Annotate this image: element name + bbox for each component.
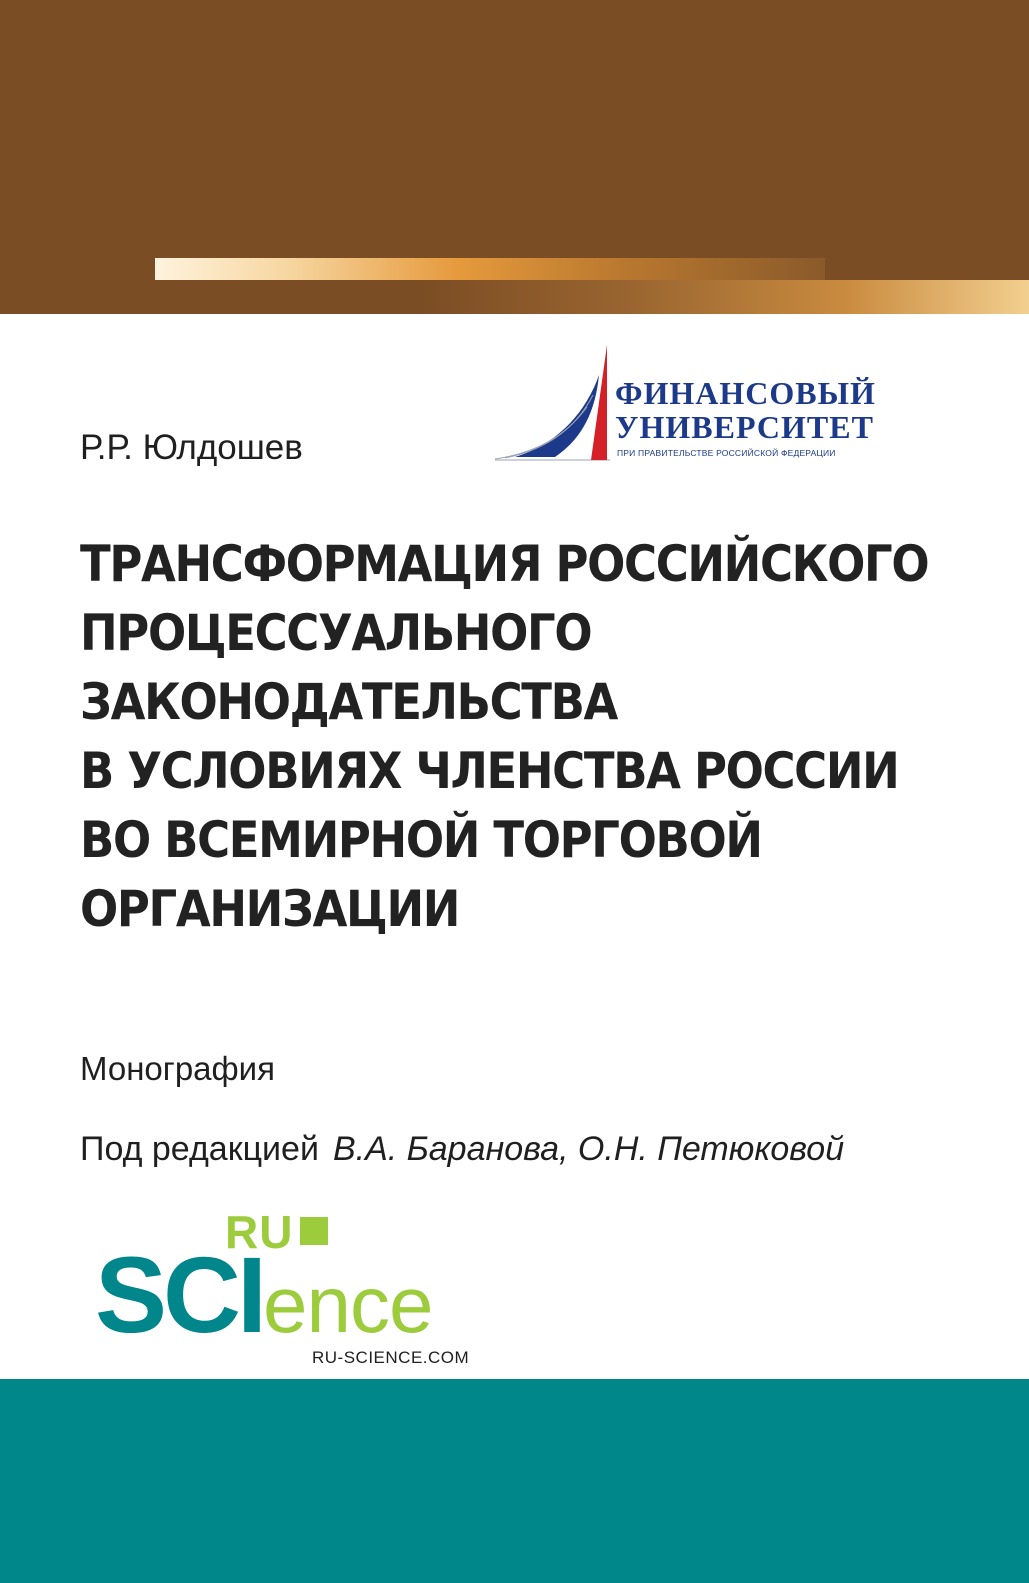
publisher-name-line2: УНИВЕРСИТЕТ [615,409,874,445]
financial-university-emblem-icon [495,345,615,465]
book-genre: Монография [80,1050,275,1087]
book-title-line: ЗАКОНОДАТЕЛЬСТВА [80,673,618,731]
publisher-subtitle: ПРИ ПРАВИТЕЛЬСТВЕ РОССИЙСКОЙ ФЕДЕРАЦИИ [617,448,836,458]
book-editors [80,1130,844,1169]
ruscience-logo-ru: RU [225,1206,294,1258]
editors-prefix: Под редакцией [80,1130,319,1168]
top-gradient-stripe [155,258,825,280]
ruscience-logo-sci: SCI [95,1234,264,1355]
book-title [80,530,929,944]
ruscience-url: RU-SCIENCE.COM [312,1348,470,1367]
ruscience-logo-ence: ence [263,1260,433,1349]
publisher-name-line1: ФИНАНСОВЫЙ [615,375,876,411]
book-title-line: ПРОЦЕССУАЛЬНОГО [80,604,592,662]
financial-university-logo [495,345,875,465]
ruscience-logo [95,1205,515,1375]
bottom-decorative-band [0,1379,1029,1583]
book-title-line: ВО ВСЕМИРНОЙ ТОРГОВОЙ [80,811,762,869]
book-title-line: ОРГАНИЗАЦИИ [80,880,460,938]
ruscience-logo-wordmark [95,1234,433,1360]
book-author: Р.Р. Юлдошев [80,428,303,467]
book-title-line: В УСЛОВИЯХ ЧЛЕНСТВА РОССИИ [80,742,899,800]
top-gradient-stripe-lower [420,280,1029,314]
book-title-line: ТРАНСФОРМАЦИЯ РОССИЙСКОГО [80,535,929,593]
editors-names: В.А. Баранова, О.Н. Петюковой [332,1130,845,1168]
